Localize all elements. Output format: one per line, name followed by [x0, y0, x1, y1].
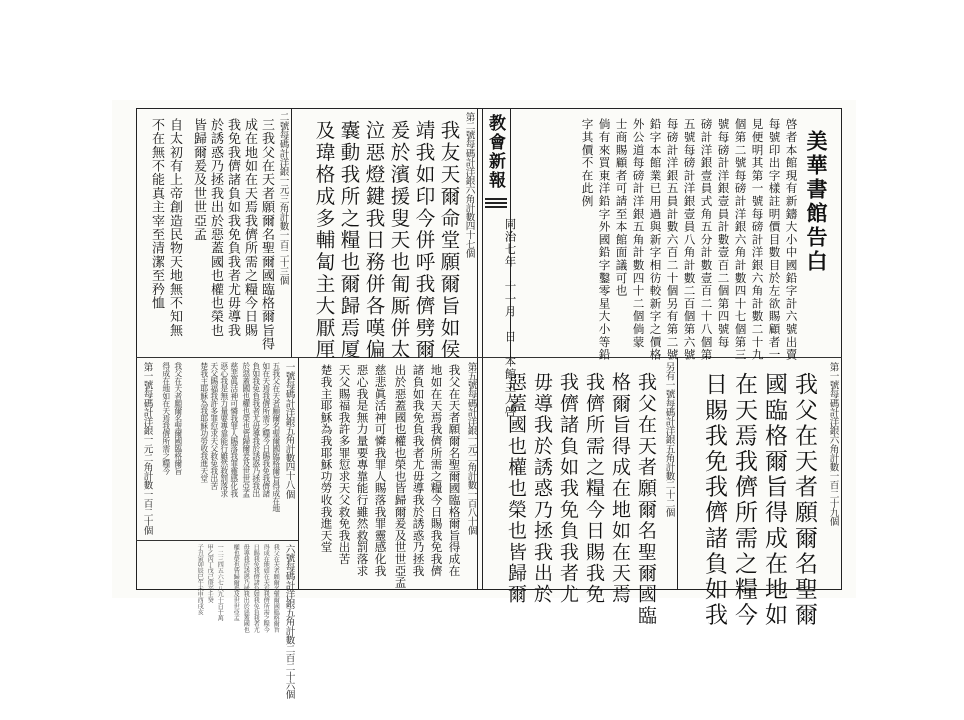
sample-line: 靖我如印今併呼我儕劈爾 — [412, 120, 436, 361]
sample-line: 惡蓋國也權也榮也皆歸爾 — [505, 372, 527, 606]
sample-line: 我父在天者願爾名聖爾國臨 — [635, 372, 657, 627]
sample-line: 楚我主耶穌為我耶穌功勞收我進天堂 — [199, 362, 209, 482]
advert-line: 見便明其第一號每磅計洋銀六角計數二十九 — [750, 118, 765, 362]
sample-line: 楚我主耶穌為我耶穌功勞收我進天堂 — [319, 364, 334, 553]
sample-line: 日賜我免我儕諸負如我 — [701, 372, 727, 628]
sample-line: 我父在天者願爾名聖爾國臨格爾旨得成在 — [447, 364, 462, 577]
sample-line: 如在天焉我儕所需之糧今日賜我免我儕諸 — [261, 362, 271, 497]
sample-line: 權也榮也皆歸爾爰及世世亞孟 — [232, 544, 240, 621]
sample-line: 惡心我是無力量要專靠能行雖然救罰落求 — [219, 362, 229, 497]
advert-line: 五號每磅計洋銀壹員八角計數二百個第六號 — [682, 118, 697, 362]
advert-line: 外公道每磅計洋銀五角計數四十二個倘蒙 — [631, 118, 646, 349]
sample-line: 泣惡燈鍵我日務併各嘆偏 — [362, 120, 386, 361]
advert-line: 磅計洋銀壹員式角五分計數壹百二十八個第 — [699, 118, 714, 362]
date-line: 同治七年 十一月 日 本館主人啓 — [503, 218, 518, 418]
lower-left-divider — [298, 357, 299, 590]
sample-line: 毋導我於誘惑乃拯我出於惡蓋國也 — [242, 544, 250, 633]
sample-line: 我免我儕諸負如我免負我者尤毋導我 — [225, 118, 240, 338]
type-caption: 二號每碼計洋銀一元三角計數一百二十三個 — [277, 112, 289, 285]
sample-line: 國臨格爾旨得成在地如 — [761, 372, 787, 628]
sample-line: 出於惡蓋國也權也榮也皆歸爾爰及世世亞孟 — [393, 364, 408, 589]
masthead-ornament — [485, 198, 507, 209]
advert-line: 字其價不在此例 — [580, 118, 595, 208]
sample-line: 五我父在天者願爾名聖爾國臨格爾旨得成在地 — [271, 362, 281, 512]
sample-line: 得成在地如在天焉我儕所需之糧今 — [262, 544, 270, 633]
type-caption: 第五號每碼計洋銀一元二角計數一百八十個 — [465, 362, 477, 535]
sample-line: 子丑寅卯辰巳午未申酉戌亥 — [196, 544, 204, 615]
sample-line: 諸負如我免負我者尤毋導我於誘惑乃拯我 — [411, 364, 426, 577]
sample-line: 我父在天者願爾名聖爾國臨格爾旨 — [173, 362, 183, 475]
sample-line: 我友天爾命堂願爾旨如侯 — [437, 120, 461, 361]
advert-line: 每號印出字樣註明價目數目於左欲賜顧者一 — [767, 118, 782, 362]
sample-line: 天父賜福我許多罪愆求天父救免我出苦 — [209, 362, 219, 490]
sample-line: 自太初有上帝創造民物天地無不知無 — [167, 118, 182, 338]
newspaper-sheet — [112, 100, 856, 699]
sample-line: 負如我免負我者尤毋導我於誘惑乃拯我出 — [251, 362, 261, 497]
right-lower-divider — [677, 357, 678, 590]
advert-line: 啓者本館現有新鑄大小中國鉛字計六號出賣 — [784, 118, 799, 362]
masthead-title: 教會新報 — [485, 114, 505, 190]
sample-line: 毋導我於誘惑乃拯我出於 — [531, 372, 553, 606]
sample-line: 格爾旨得成在地如在天焉 — [609, 372, 631, 606]
type-caption: 另有一號每碼計洋銀五角計數二十二個 — [663, 362, 675, 517]
sample-line: 在天焉我儕所需之糧今 — [731, 372, 757, 628]
sample-line: 日賜我免我儕諸負如我免負我者尤 — [252, 544, 260, 633]
advert-line: 每磅計洋銀五員計數六百二十個另有第二號 — [665, 118, 680, 362]
advert-line: 鉛字本館業已用過與新字相彷較新字之價格 — [648, 118, 663, 362]
sample-line: 慈悲眞活神可憐我罪人賜落我罪靈感化我 — [373, 364, 388, 577]
sample-line: 慈悲眞活神可憐我罪人賜落我罪靈感化我 — [229, 362, 239, 497]
sample-line: 三我父在天者願爾名聖爾國臨格爾旨得 — [259, 118, 274, 351]
type-caption: 第一號每碼計洋銀六角計數一百二十九個 — [827, 362, 839, 526]
sample-line: 我儕所需之糧今日賜我免 — [583, 372, 605, 606]
sample-line: 於誘惑乃拯我出於惡蓋國也權也榮也 — [208, 118, 223, 338]
gutter-line — [477, 108, 478, 590]
sample-line: 不在無不能真主宰至清潔至矜恤 — [149, 118, 164, 310]
sample-line: 於惡蓋國也權也榮也皆歸爾爰及世世亞孟 — [241, 362, 251, 497]
type-caption: 第一號每碼計洋銀一元二角計數一百二十個 — [141, 362, 153, 535]
sample-line: 成在地如在天焉我儕所需之糧今日賜 — [242, 118, 257, 338]
sample-line: 爰於濱援叟天也匍厮併太 — [387, 120, 411, 361]
sample-line: 我儕諸負如我免負我者尤 — [557, 372, 579, 606]
type-caption: 一號每碼計洋銀五角計數四十八個 — [283, 362, 295, 499]
sample-line: 惡心我是無力量要專靠能行雖然救罰落求 — [355, 364, 370, 577]
upper-left-divider — [291, 108, 292, 357]
advert-line: 倘有來買東洋鉛字外國鉛字鑿零星大小等鉛 — [597, 118, 612, 362]
sample-line: 皆歸爾爰及世世亞孟 — [191, 118, 206, 242]
sample-line: 天父賜福我許多罪愆求天父救免我出苦 — [337, 364, 352, 565]
sample-line: 囊動我所之糧也爾歸焉厦 — [337, 120, 361, 361]
sample-line: 及瑋格成多輔匐主大厭厘 — [312, 120, 336, 361]
type-caption: 六號每碼計洋銀五角計數二百二十六個 — [283, 544, 295, 699]
advert-line: 個第二號每磅計洋銀六角計數四十七個第三 — [733, 118, 748, 362]
advert-line: 士商賜顧者可請至本館面議可也 — [614, 118, 629, 298]
sample-line: 得成在地如在天焉我儕所需之糧今 — [161, 362, 171, 475]
sample-line: 我父在天者願爾名聖爾 — [791, 372, 817, 628]
sample-line: 我父在天者願爾名聖爾國臨格爾旨 — [272, 544, 280, 633]
sample-line: 甲乙丙丁戊己庚辛壬癸 — [206, 544, 214, 604]
sample-line: 一二三四五六七八九十百千萬 — [216, 544, 224, 621]
sample-line: 地如在天焉我儕所需之糧今日賜我免我儕 — [429, 364, 444, 577]
left-bottom-rule — [136, 540, 298, 541]
type-caption: 第二號每碼計洋銀六角計數四十七個 — [463, 112, 475, 258]
advert-line: 號每磅計洋銀壹員計數壹百二個第四號每 — [716, 118, 731, 349]
advert-title: 美華書館告白 — [804, 130, 829, 274]
